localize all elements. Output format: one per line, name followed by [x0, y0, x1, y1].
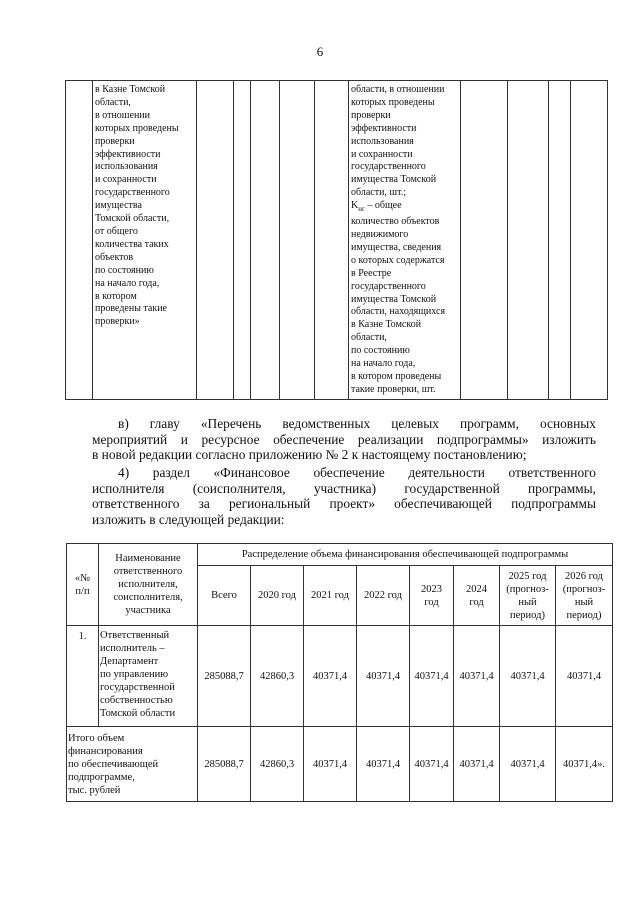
indicator-name-text: в Казне Томской области, в отношении которых проведены проверки эффективности использования и сохранности государственного имущества Томской области, от общего количества таких объектов по состоянию на начало года, в котором проведены такие проверки»: [95, 84, 179, 328]
empty-cell: [66, 81, 93, 400]
empty-cell: [315, 81, 349, 400]
row-value-total: 285088,7: [198, 626, 251, 727]
formula-text-after: – общее количество объектов недвижимого имущества, сведения о которых содержатся в Реестре государственного имущества Томской области, находящихся в Казне Томской области, по состоянию на начало года, в котором проведены такие проверки, шт.: [351, 200, 446, 395]
total-value-2025: 40371,4: [500, 727, 556, 802]
continued-indicators-table: [65, 80, 608, 400]
row-value-2021: 40371,4: [304, 626, 357, 727]
table-total-row: [67, 727, 613, 802]
empty-cell: [280, 81, 315, 400]
row-value-2026: 40371,4: [556, 626, 613, 727]
col-header-2024: 2024 год: [454, 566, 500, 626]
col-header-2026: 2026 год (прогноз- ный период): [556, 566, 613, 626]
total-value-2022: 40371,4: [357, 727, 410, 802]
paragraph-4: [92, 465, 596, 527]
table-row: [67, 626, 613, 727]
row-value-2024: 40371,4: [454, 626, 500, 727]
total-value-2020: 42860,3: [251, 727, 304, 802]
total-value-total: 285088,7: [198, 727, 251, 802]
formula-description-cell: [349, 81, 461, 400]
distribution-header: Распределение объема финансирования обеспечивающей подпрограммы: [198, 544, 613, 566]
empty-cell: [549, 81, 571, 400]
col-header-2025: 2025 год (прогноз- ный период): [500, 566, 556, 626]
total-value-2023: 40371,4: [410, 727, 454, 802]
empty-cell: [571, 81, 608, 400]
paragraph-v: [92, 416, 596, 463]
col-header-total: Всего: [198, 566, 251, 626]
paragraph-line: исполнителя (соисполнителя, участника) государственной программы,: [92, 480, 596, 496]
empty-cell: [508, 81, 549, 400]
paragraph-line: в) главу «Перечень ведомственных целевых программ, основных: [118, 416, 596, 431]
empty-cell: [461, 81, 508, 400]
col-header-2022: 2022 год: [357, 566, 410, 626]
total-value-2026: 40371,4».: [556, 727, 613, 802]
row-value-2025: 40371,4: [500, 626, 556, 727]
formula-text-before: области, в отношении которых проведены проверки эффективности использования и сохранности государственного имущества Томской области, шт.; K: [351, 84, 445, 212]
col-header-2020: 2020 год: [251, 566, 304, 626]
row-value-2023: 40371,4: [410, 626, 454, 727]
formula-subscript: нг: [358, 205, 365, 214]
total-value-2024: 40371,4: [454, 727, 500, 802]
total-value-2021: 40371,4: [304, 727, 357, 802]
col-header-2023: 2023 год: [410, 566, 454, 626]
empty-cell: [251, 81, 280, 400]
row-value-2020: 42860,3: [251, 626, 304, 727]
row-value-2022: 40371,4: [357, 626, 410, 727]
paragraph-line: ответственного за региональный проект» обеспечивающей подпрограммы: [92, 496, 596, 511]
col-header-name: Наименование ответственного исполнителя, соисполнителя, участника: [99, 544, 198, 626]
empty-cell: [197, 81, 234, 400]
row-executor-name: Ответственный исполнитель – Департамент по управлению государственной собственностью Томской области: [99, 626, 198, 727]
indicator-name-cell: [93, 81, 197, 400]
paragraph-line: изложить в следующей редакции:: [92, 511, 285, 527]
empty-cell: [234, 81, 251, 400]
paragraph-line: мероприятий и ресурсное обеспечение реализации подпрограммы» изложить: [92, 431, 596, 447]
total-label: Итого объем финансирования по обеспечивающей подпрограмме, тыс. рублей: [67, 727, 198, 802]
col-header-number: «№ п/п: [67, 544, 99, 626]
col-header-2021: 2021 год: [304, 566, 357, 626]
page-number: 6: [316, 44, 324, 59]
paragraph-line: 4) раздел «Финансовое обеспечение деятельности ответственного: [118, 465, 596, 480]
formula-description-text: [349, 81, 460, 397]
finance-table: [66, 543, 613, 802]
paragraph-line: в новой редакции согласно приложению № 2 к настоящему постановлению;: [92, 447, 527, 462]
row-number: 1.: [67, 626, 99, 727]
